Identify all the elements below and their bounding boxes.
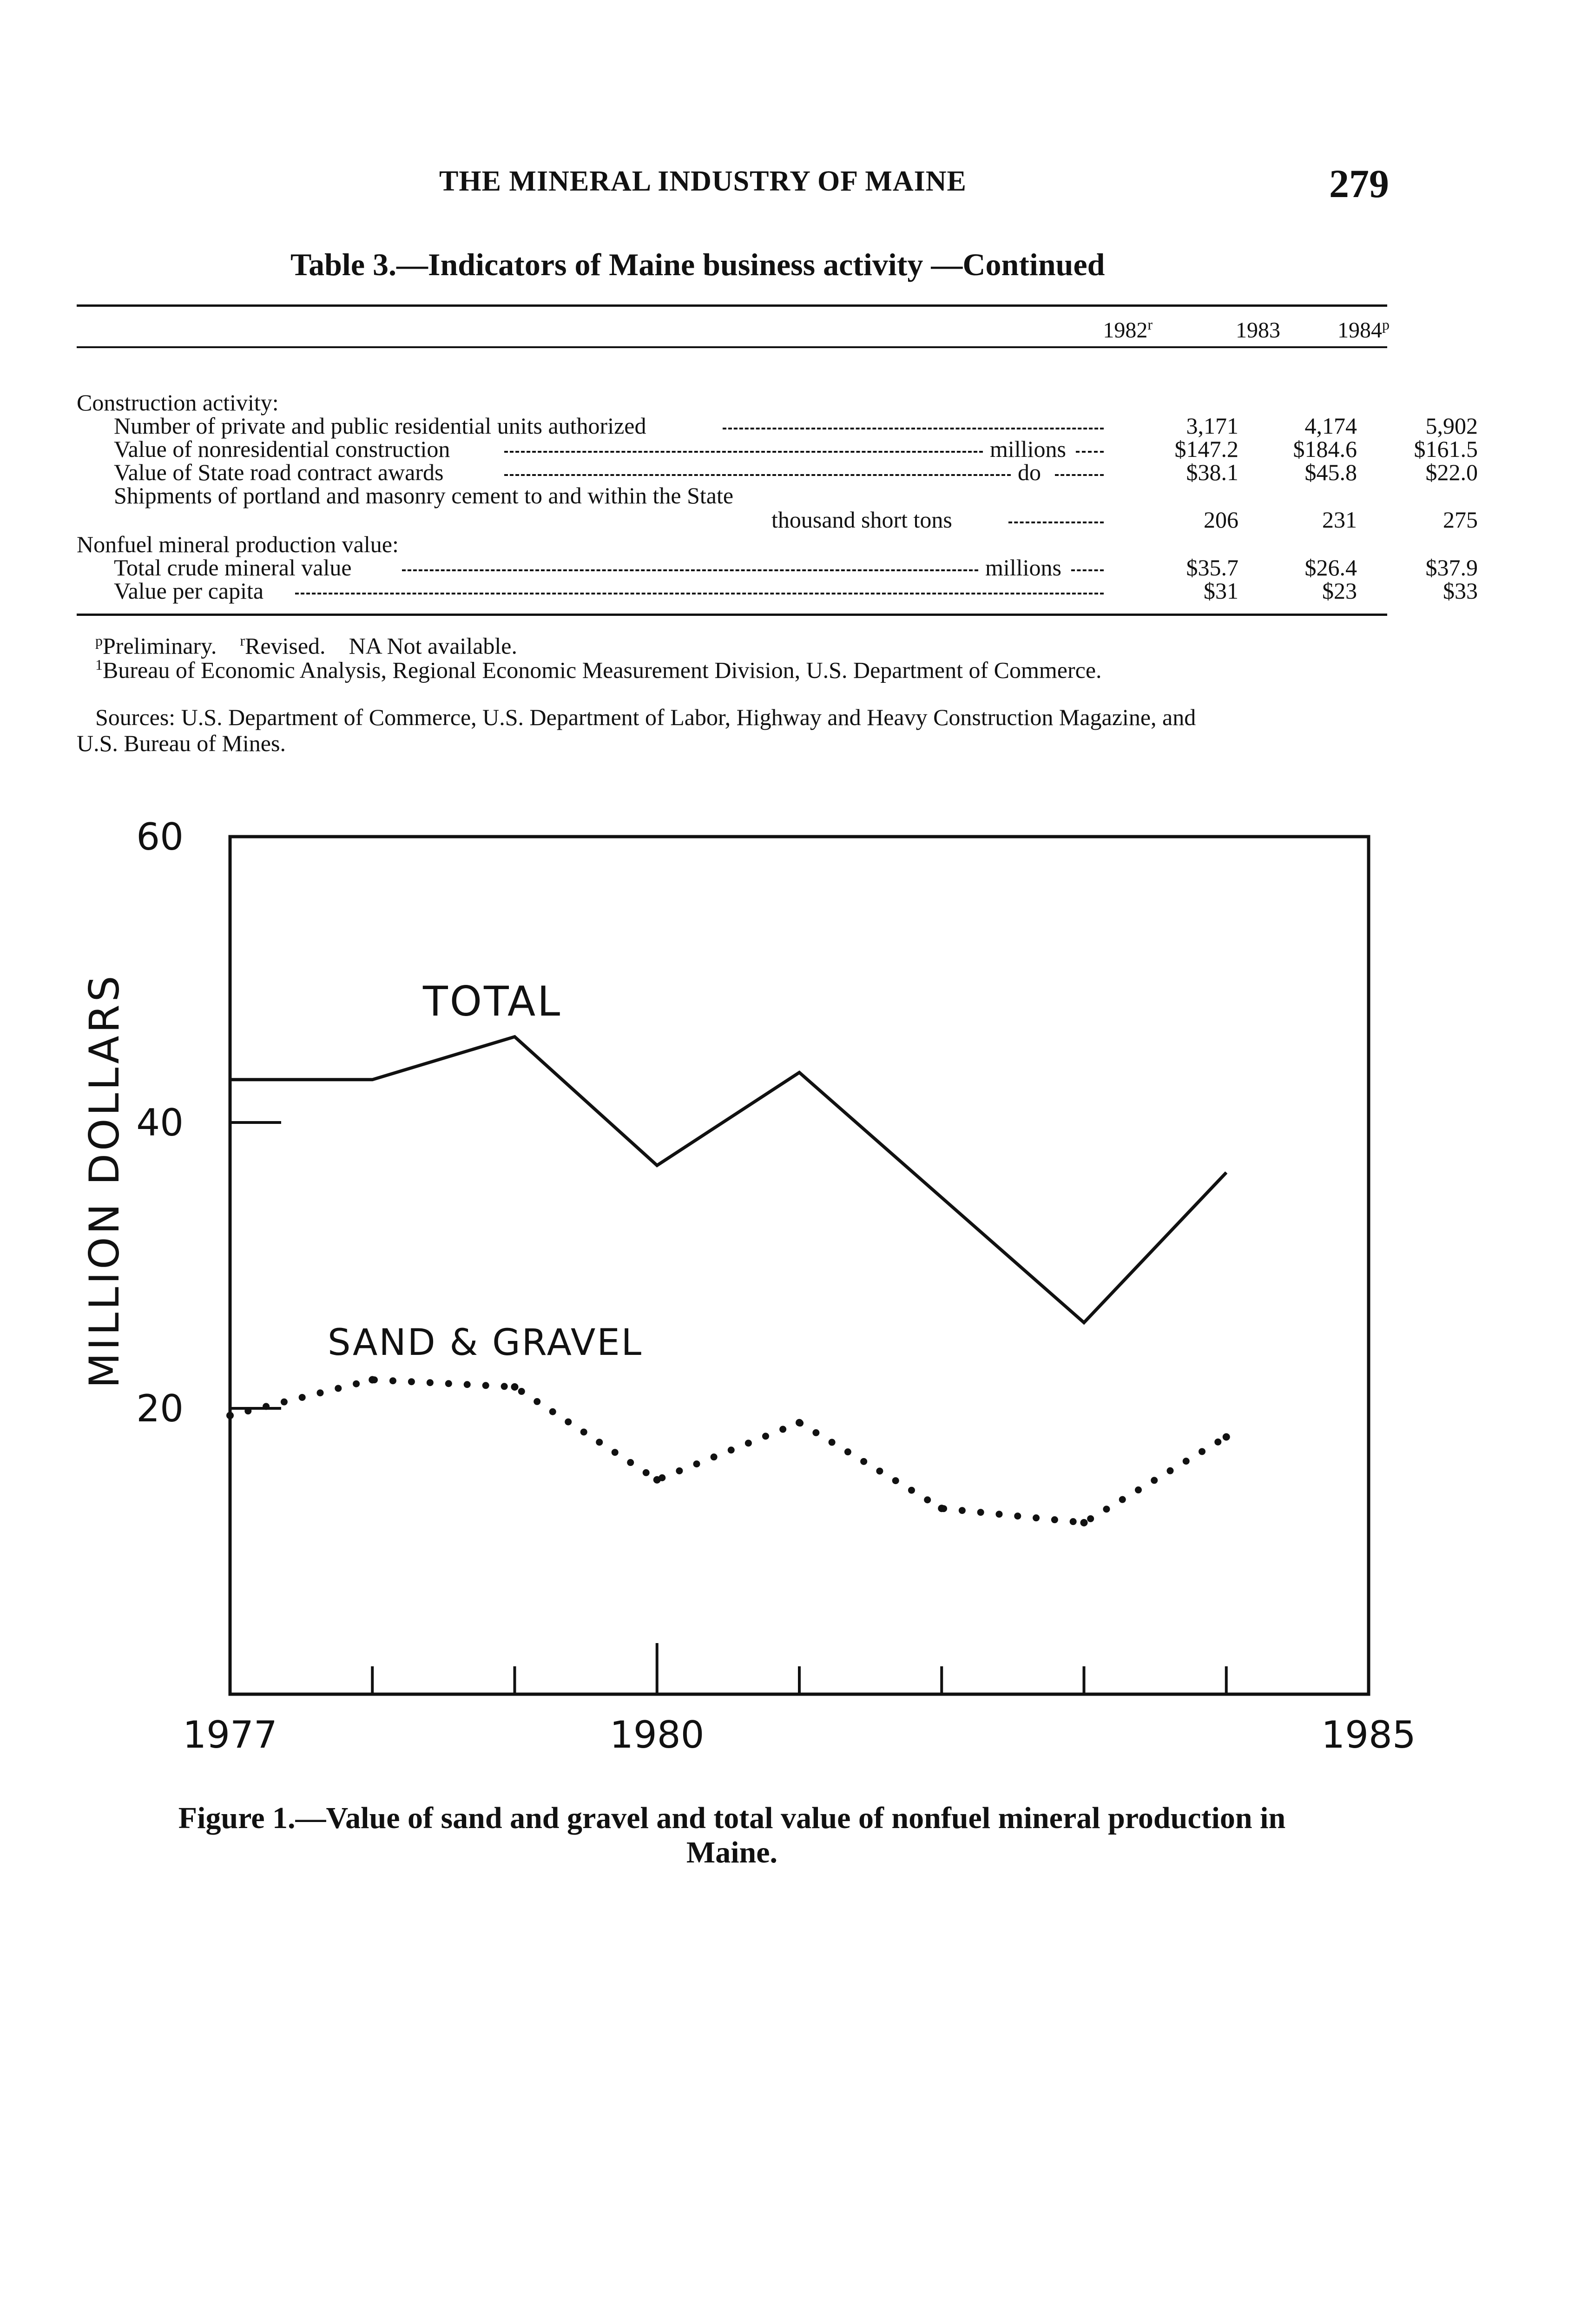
y-tick-label-20: 20 (136, 1387, 184, 1430)
x-ticks (183, 1643, 1416, 1756)
series-line-total (230, 1037, 1226, 1323)
data-point (230, 1079, 231, 1080)
row-label: Value of nonresidential construction (114, 436, 450, 462)
data-point (226, 1412, 234, 1419)
cell-1984: $22.0 (1425, 459, 1478, 485)
x-tick-label-1977: 1977 (183, 1713, 277, 1756)
table-title: Table 3.—Indicators of Maine business activity —Continued (290, 247, 1105, 282)
cell-1983: 4,174 (1304, 413, 1357, 439)
data-point (369, 1376, 376, 1384)
cell-1982: 3,171 (1186, 413, 1238, 439)
section-heading-nonfuel: Nonfuel mineral production value: (77, 531, 399, 557)
cell-1984: 275 (1443, 507, 1478, 533)
sources-line-1: Sources: U.S. Department of Commerce, U.S. Department of Labor, Highway and Heavy Construction Magazine, and (95, 704, 1196, 730)
footnote-1: $^1$Bureau of Economic Analysis, Regional Economic Measurement Division, U.S. Department of Commerce. (95, 656, 1102, 683)
cell-1984: $33 (1443, 578, 1478, 604)
series-lines (226, 1037, 1230, 1526)
cell-1982: $38.1 (1186, 459, 1238, 485)
column-header-1982: 1982$^r$ (1103, 316, 1153, 343)
cell-1982: $35.7 (1186, 555, 1238, 581)
data-point (653, 1476, 661, 1484)
row-unit: millions (990, 436, 1066, 462)
data-point (796, 1419, 803, 1426)
y-axis-label: MILLION DOLLARS (80, 973, 128, 1388)
row-unit: millions (985, 555, 1061, 581)
cell-1982: 206 (1204, 507, 1238, 533)
sources-line-2: U.S. Bureau of Mines. (77, 730, 286, 756)
cell-1983: 231 (1322, 507, 1357, 533)
data-point (799, 1072, 800, 1073)
cell-1983: $184.6 (1293, 436, 1357, 462)
series-line-sand-gravel (230, 1380, 1226, 1523)
series-label-sand-gravel: SAND & GRAVEL (328, 1322, 643, 1364)
plot-frame (230, 837, 1369, 1694)
cell-1984: $161.5 (1414, 436, 1478, 462)
running-title: THE MINERAL INDUSTRY OF MAINE (439, 165, 967, 197)
x-tick-label-1985: 1985 (1321, 1713, 1416, 1756)
figure-caption: Figure 1.—Value of sand and gravel and total value of nonfuel mineral production in Maine. (178, 1801, 1286, 1869)
x-tick-label-1980: 1980 (609, 1713, 705, 1756)
column-header-1984: 1984$^p$ (1337, 316, 1390, 343)
data-point (511, 1383, 519, 1391)
row-label: Value of State road contract awards (114, 459, 444, 485)
column-header-1983: 1983 (1236, 318, 1280, 343)
y-tick-label-40: 40 (136, 1101, 184, 1144)
data-point (938, 1505, 945, 1512)
cell-1983: $26.4 (1304, 555, 1357, 581)
row-unit: do (1018, 459, 1041, 485)
y-ticks (136, 815, 281, 1430)
cell-1984: $37.9 (1425, 555, 1478, 581)
row-unit: thousand short tons (771, 507, 952, 533)
footnote-legend: $^p$Preliminary. $^r$Revised. NA Not available. (95, 632, 517, 659)
y-tick-label-60: 60 (136, 815, 184, 858)
cell-1983: $45.8 (1304, 459, 1357, 485)
cell-1982: $31 (1204, 578, 1238, 604)
cell-1982: $147.2 (1174, 436, 1238, 462)
data-point (1080, 1519, 1088, 1526)
cell-1984: 5,902 (1425, 413, 1478, 439)
row-label: Value per capita (114, 578, 264, 604)
row-label: Shipments of portland and masonry cement to and within the State (114, 482, 734, 508)
data-point (372, 1079, 373, 1080)
data-point (1223, 1433, 1230, 1441)
row-label: Total crude mineral value (114, 555, 352, 581)
cell-1983: $23 (1322, 578, 1357, 604)
row-label: Number of private and public residential units authorized (114, 413, 646, 439)
section-heading-construction: Construction activity: (77, 390, 279, 416)
page-number: 279 (1329, 161, 1389, 206)
series-label-total: TOTAL (423, 977, 562, 1025)
